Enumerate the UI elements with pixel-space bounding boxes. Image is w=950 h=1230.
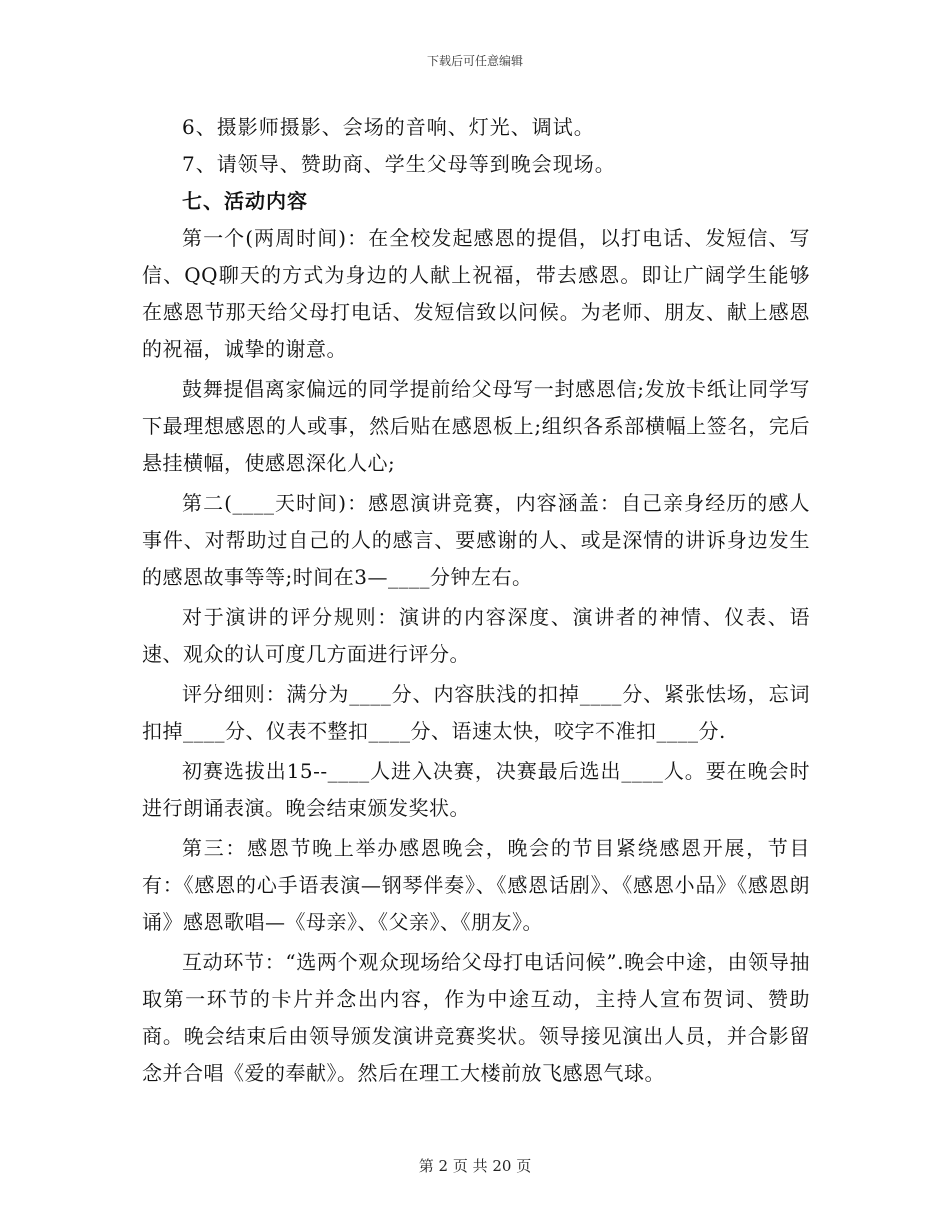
paragraph-phase-two: 第二(____天时间)：感恩演讲竞赛，内容涵盖：自己亲身经历的感人事件、对帮助过自己的人的感言、要感谢的人、或是深情的讲诉身边发生的感恩故事等等;时间在3—____分钟左右。 xyxy=(142,491,810,589)
paragraph-interaction: 互动环节：“选两个观众现场给父母打电话问候”.晚会中途，由领导抽取第一环节的卡片并念出内容，作为中途互动，主持人宣布贺词、赞助商。晚会结束后由领导颁发演讲竞赛奖状。领导接见演出人员，并合影留念并合唱《爱的奉献》。然后在理工大楼前放飞感恩气球。 xyxy=(142,950,810,1085)
list-item-7: 7、请领导、赞助商、学生父母等到晚会现场。 xyxy=(182,152,616,176)
page-header: 下载后可任意编辑 xyxy=(426,54,523,68)
paragraph-preliminary: 初赛选拔出15--____人进入决赛，决赛最后选出____人。要在晚会时进行朗诵表演。晚会结束颁发奖状。 xyxy=(142,759,810,820)
page-footer: 第 2 页 共 20 页 xyxy=(418,1157,532,1175)
paragraph-phase-three: 第三：感恩节晚上举办感恩晚会，晚会的节目紧绕感恩开展，节目有：《感恩的心手语表演—钢琴伴奏》、《感恩话剧》、《感恩小品》《感恩朗诵》感恩歌唱—《母亲》、《父亲》、《朋友》。 xyxy=(142,836,810,934)
section-heading-activity-content: 七、活动内容 xyxy=(182,189,308,213)
paragraph-scoring-details: 评分细则：满分为____分、内容肤浅的扣掉____分、紧张怯场，忘词扣掉____分、仪表不整扣____分、语速太快，咬字不准扣____分. xyxy=(142,682,810,743)
paragraph-scoring-rules: 对于演讲的评分规则：演讲的内容深度、演讲者的神情、仪表、语速、观众的认可度几方面进行评分。 xyxy=(142,605,810,666)
paragraph-encourage-letters: 鼓舞提倡离家偏远的同学提前给父母写一封感恩信;发放卡纸让同学写下最理想感恩的人或事，然后贴在感恩板上;组织各系部横幅上签名，完后悬挂横幅，使感恩深化人心; xyxy=(142,377,810,475)
document-body xyxy=(142,109,810,1092)
list-item-6: 6、摄影师摄影、会场的音响、灯光、调试。 xyxy=(182,115,595,139)
paragraph-phase-one: 第一个(两周时间)：在全校发起感恩的提倡，以打电话、发短信、写信、QQ聊天的方式为身边的人献上祝福，带去感恩。即让广阔学生能够在感恩节那天给父母打电话、发短信致以问候。为老师、朋友、献上感恩的祝福，诚挚的谢意。 xyxy=(142,226,810,361)
